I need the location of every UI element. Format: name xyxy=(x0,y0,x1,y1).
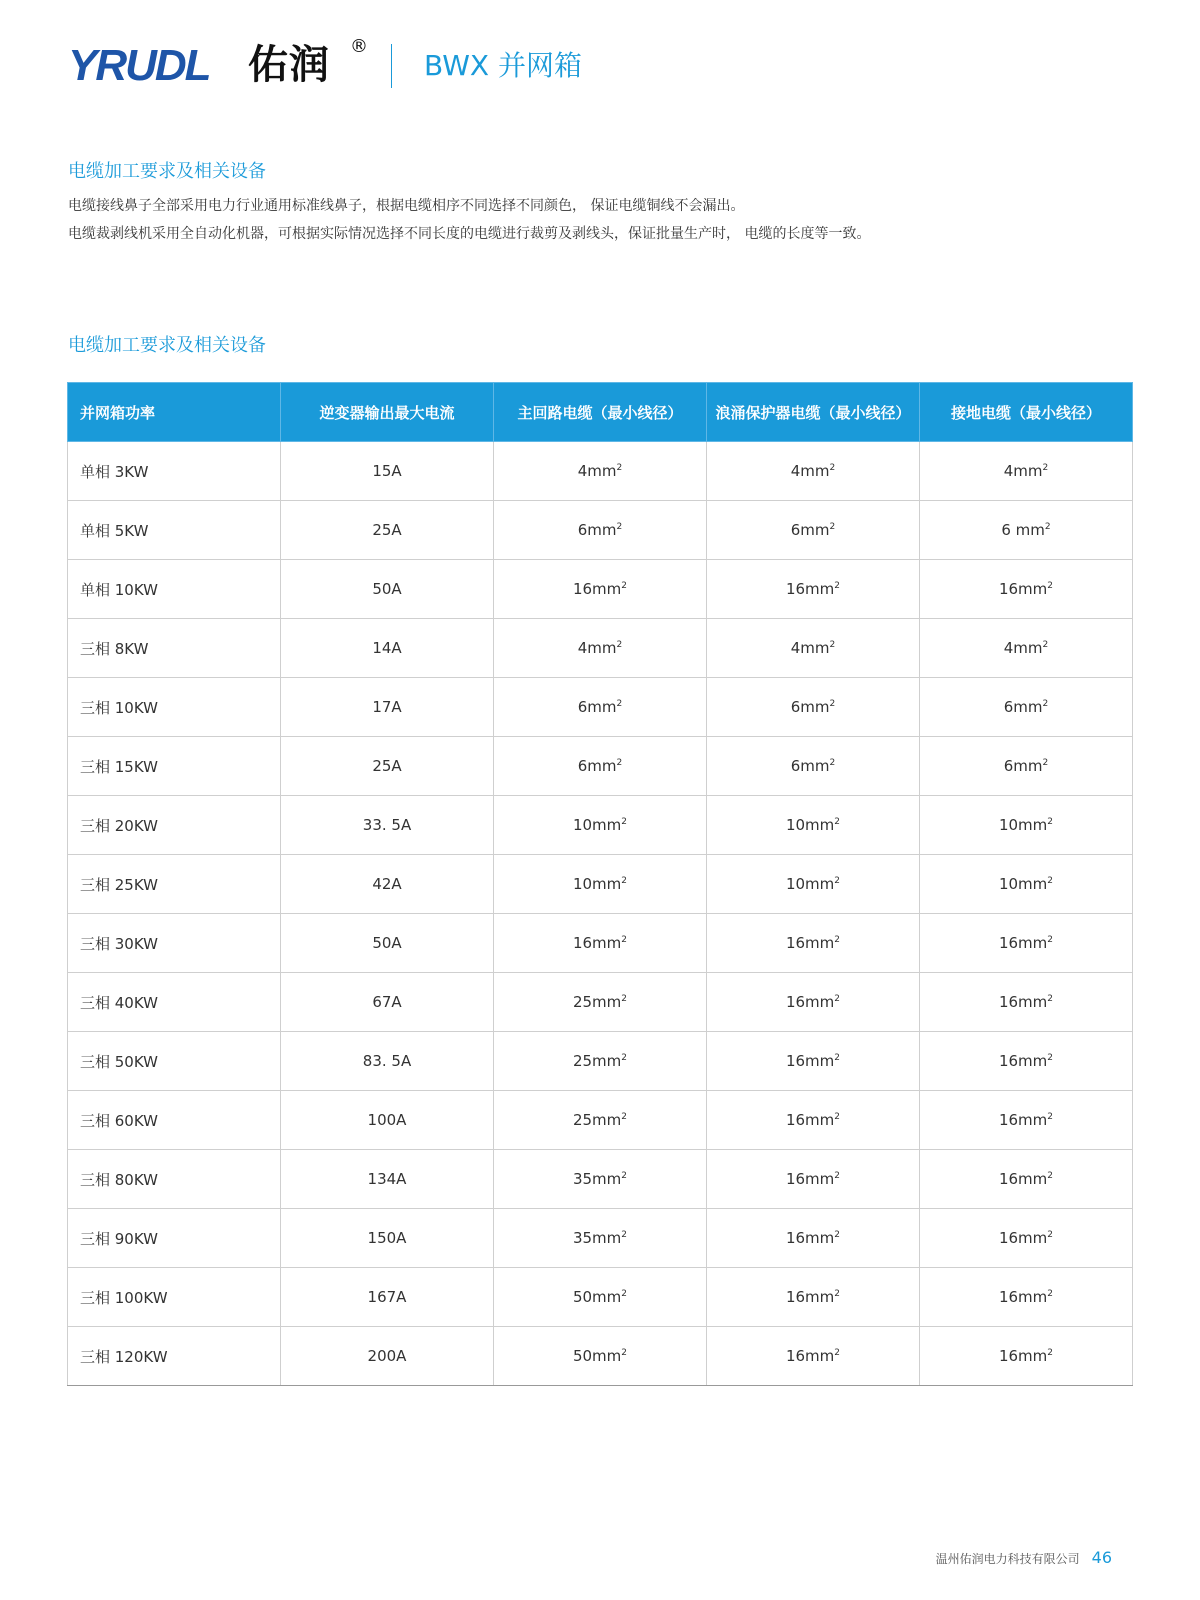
cell-power xyxy=(68,855,281,914)
cell-ground-cable xyxy=(920,442,1133,501)
cell-value: 16mm xyxy=(785,580,835,598)
cell-power xyxy=(68,1268,281,1327)
cell-value: 6mm xyxy=(1003,698,1043,716)
cell-power xyxy=(68,914,281,973)
cell-max-current xyxy=(281,1209,494,1268)
cell-power xyxy=(68,678,281,737)
cell-value: 25A xyxy=(372,757,402,775)
unit-superscript: 2 xyxy=(616,522,623,532)
cell-surge-cable xyxy=(707,796,920,855)
cell-value: 16mm xyxy=(998,993,1048,1011)
cell-value: 50A xyxy=(372,580,402,598)
cell-value: 4mm xyxy=(1003,639,1043,657)
unit-superscript: 2 xyxy=(616,640,623,650)
cell-surge-cable xyxy=(707,914,920,973)
cell-max-current xyxy=(281,619,494,678)
cell-power xyxy=(68,973,281,1032)
unit-superscript: 2 xyxy=(1047,1053,1054,1063)
unit-superscript: 2 xyxy=(1047,1112,1054,1122)
cell-value: 16mm xyxy=(998,1111,1048,1129)
cell-ground-cable xyxy=(920,1268,1133,1327)
cell-surge-cable xyxy=(707,678,920,737)
cell-value: 16mm xyxy=(572,934,622,952)
unit-superscript: 2 xyxy=(829,699,836,709)
cell-surge-cable xyxy=(707,619,920,678)
page-header xyxy=(68,38,628,94)
cell-ground-cable xyxy=(920,1209,1133,1268)
cell-main-cable xyxy=(494,560,707,619)
cell-value: 25mm xyxy=(572,993,622,1011)
cell-value: 4mm xyxy=(1003,462,1043,480)
cell-max-current xyxy=(281,678,494,737)
cell-main-cable xyxy=(494,1032,707,1091)
table-row xyxy=(68,501,1133,560)
table-row xyxy=(68,973,1133,1032)
cell-ground-cable xyxy=(920,1091,1133,1150)
cell-value: 单相 5KW xyxy=(80,521,149,540)
cell-value: 6mm xyxy=(790,757,830,775)
unit-superscript: 2 xyxy=(1047,1348,1054,1358)
cell-ground-cable xyxy=(920,678,1133,737)
cell-surge-cable xyxy=(707,973,920,1032)
table-row xyxy=(68,442,1133,501)
unit-superscript: 2 xyxy=(621,1230,628,1240)
section-title-table: 电缆加工要求及相关设备 xyxy=(68,335,266,356)
cell-main-cable xyxy=(494,501,707,560)
cell-value: 6mm xyxy=(577,757,617,775)
cell-surge-cable xyxy=(707,1091,920,1150)
cell-value: 三相 120KW xyxy=(80,1347,168,1366)
table-row xyxy=(68,678,1133,737)
cell-value: 10mm xyxy=(998,875,1048,893)
cell-surge-cable xyxy=(707,1268,920,1327)
cell-power xyxy=(68,796,281,855)
unit-superscript: 2 xyxy=(616,699,623,709)
cell-value: 6mm xyxy=(790,521,830,539)
cell-value: 67A xyxy=(372,993,402,1011)
cell-value: 25A xyxy=(372,521,402,539)
header-ground-cable: 接地电缆（最小线径） xyxy=(920,383,1133,442)
cell-value: 16mm xyxy=(785,1111,835,1129)
cell-max-current xyxy=(281,914,494,973)
cell-value: 25mm xyxy=(572,1111,622,1129)
unit-superscript: 2 xyxy=(834,817,841,827)
cell-value: 三相 100KW xyxy=(80,1288,168,1307)
unit-superscript: 2 xyxy=(621,1112,628,1122)
table-row xyxy=(68,1268,1133,1327)
unit-superscript: 2 xyxy=(1044,522,1051,532)
cable-spec-table xyxy=(67,382,1133,1386)
cell-value: 16mm xyxy=(572,580,622,598)
unit-superscript: 2 xyxy=(829,522,836,532)
cell-surge-cable xyxy=(707,737,920,796)
cell-ground-cable xyxy=(920,914,1133,973)
cell-value: 50A xyxy=(372,934,402,952)
cell-ground-cable xyxy=(920,796,1133,855)
cell-value: 16mm xyxy=(998,934,1048,952)
cell-main-cable xyxy=(494,678,707,737)
cell-value: 16mm xyxy=(998,1229,1048,1247)
cell-surge-cable xyxy=(707,560,920,619)
unit-superscript: 2 xyxy=(1047,1171,1054,1181)
unit-superscript: 2 xyxy=(834,1053,841,1063)
cell-main-cable xyxy=(494,914,707,973)
cell-surge-cable xyxy=(707,501,920,560)
cell-value: 6mm xyxy=(1003,757,1043,775)
cell-value: 三相 30KW xyxy=(80,934,158,953)
table-row xyxy=(68,914,1133,973)
cell-value: 4mm xyxy=(790,462,830,480)
cell-value: 16mm xyxy=(785,1229,835,1247)
unit-superscript: 2 xyxy=(829,640,836,650)
unit-superscript: 2 xyxy=(834,1171,841,1181)
unit-superscript: 2 xyxy=(621,1289,628,1299)
unit-superscript: 2 xyxy=(621,1348,628,1358)
cell-main-cable xyxy=(494,1327,707,1386)
cell-value: 16mm xyxy=(785,1052,835,1070)
unit-superscript: 2 xyxy=(621,935,628,945)
cell-main-cable xyxy=(494,1091,707,1150)
cell-value: 单相 10KW xyxy=(80,580,158,599)
cell-surge-cable xyxy=(707,1327,920,1386)
cell-value: 15A xyxy=(372,462,402,480)
cell-main-cable xyxy=(494,1150,707,1209)
unit-superscript: 2 xyxy=(1042,463,1049,473)
cell-main-cable xyxy=(494,737,707,796)
cell-value: 三相 8KW xyxy=(80,639,149,658)
cell-value: 10mm xyxy=(572,816,622,834)
cell-value: 三相 40KW xyxy=(80,993,158,1012)
cell-ground-cable xyxy=(920,973,1133,1032)
unit-superscript: 2 xyxy=(834,994,841,1004)
table-row xyxy=(68,1150,1133,1209)
table-header-row xyxy=(68,383,1133,442)
cell-value: 6 mm xyxy=(1001,521,1045,539)
unit-superscript: 2 xyxy=(621,581,628,591)
cell-ground-cable xyxy=(920,855,1133,914)
header-surge-cable: 浪涌保护器电缆（最小线径） xyxy=(707,383,920,442)
cell-value: 三相 50KW xyxy=(80,1052,158,1071)
unit-superscript: 2 xyxy=(834,876,841,886)
unit-superscript: 2 xyxy=(616,463,623,473)
unit-superscript: 2 xyxy=(1047,876,1054,886)
unit-superscript: 2 xyxy=(621,994,628,1004)
cell-max-current xyxy=(281,973,494,1032)
header-divider xyxy=(391,44,392,88)
header-max-current: 逆变器输出最大电流 xyxy=(281,383,494,442)
cell-value: 6mm xyxy=(577,698,617,716)
cell-value: 10mm xyxy=(998,816,1048,834)
cell-value: 16mm xyxy=(998,1347,1048,1365)
unit-superscript: 2 xyxy=(1047,1230,1054,1240)
cell-main-cable xyxy=(494,1268,707,1327)
table-row xyxy=(68,1091,1133,1150)
cell-ground-cable xyxy=(920,1327,1133,1386)
unit-superscript: 2 xyxy=(1047,935,1054,945)
cell-value: 35mm xyxy=(572,1229,622,1247)
cell-value: 16mm xyxy=(998,1052,1048,1070)
cell-max-current xyxy=(281,1268,494,1327)
cell-value: 14A xyxy=(372,639,402,657)
cell-ground-cable xyxy=(920,501,1133,560)
cell-max-current xyxy=(281,501,494,560)
cell-power xyxy=(68,501,281,560)
cell-value: 三相 90KW xyxy=(80,1229,158,1248)
cell-max-current xyxy=(281,1091,494,1150)
registered-mark: ® xyxy=(350,36,368,57)
cell-value: 6mm xyxy=(577,521,617,539)
cell-value: 4mm xyxy=(577,639,617,657)
unit-superscript: 2 xyxy=(1042,758,1049,768)
cell-value: 33. 5A xyxy=(362,816,412,834)
cell-power xyxy=(68,1032,281,1091)
cell-value: 16mm xyxy=(785,1347,835,1365)
cell-value: 200A xyxy=(367,1347,407,1365)
cell-value: 4mm xyxy=(790,639,830,657)
cell-max-current xyxy=(281,737,494,796)
unit-superscript: 2 xyxy=(1047,581,1054,591)
cell-value: 167A xyxy=(367,1288,407,1306)
cell-max-current xyxy=(281,855,494,914)
cell-value: 16mm xyxy=(785,1288,835,1306)
cell-main-cable xyxy=(494,619,707,678)
unit-superscript: 2 xyxy=(1047,994,1054,1004)
cell-value: 三相 25KW xyxy=(80,875,158,894)
cell-main-cable xyxy=(494,796,707,855)
cell-value: 4mm xyxy=(577,462,617,480)
cell-surge-cable xyxy=(707,1032,920,1091)
page-number: 46 xyxy=(1091,1548,1112,1567)
cell-ground-cable xyxy=(920,1150,1133,1209)
cell-ground-cable xyxy=(920,737,1133,796)
unit-superscript: 2 xyxy=(834,1348,841,1358)
cell-value: 42A xyxy=(372,875,402,893)
cell-max-current xyxy=(281,1150,494,1209)
cell-value: 16mm xyxy=(998,580,1048,598)
cell-value: 83. 5A xyxy=(362,1052,412,1070)
section-title-intro: 电缆加工要求及相关设备 xyxy=(68,161,266,182)
unit-superscript: 2 xyxy=(621,1171,628,1181)
cell-max-current xyxy=(281,442,494,501)
unit-superscript: 2 xyxy=(834,1289,841,1299)
cell-main-cable xyxy=(494,442,707,501)
cell-power xyxy=(68,560,281,619)
cell-value: 10mm xyxy=(572,875,622,893)
cell-value: 单相 3KW xyxy=(80,462,149,481)
cell-value: 16mm xyxy=(998,1288,1048,1306)
unit-superscript: 2 xyxy=(1047,817,1054,827)
unit-superscript: 2 xyxy=(621,1053,628,1063)
unit-superscript: 2 xyxy=(1042,640,1049,650)
intro-paragraph-1: 电缆接线鼻子全部采用电力行业通用标准线鼻子，根据电缆相序不同选择不同颜色， 保证电缆铜线不会漏出。 xyxy=(68,198,745,214)
cell-value: 三相 60KW xyxy=(80,1111,158,1130)
unit-superscript: 2 xyxy=(1047,1289,1054,1299)
cell-value: 16mm xyxy=(998,1170,1048,1188)
cell-value: 三相 15KW xyxy=(80,757,158,776)
cell-value: 17A xyxy=(372,698,402,716)
cell-main-cable xyxy=(494,1209,707,1268)
header-main-cable: 主回路电缆（最小线径） xyxy=(494,383,707,442)
cell-power xyxy=(68,1091,281,1150)
unit-superscript: 2 xyxy=(834,1230,841,1240)
cell-value: 25mm xyxy=(572,1052,622,1070)
cell-value: 35mm xyxy=(572,1170,622,1188)
page-footer xyxy=(936,1548,1112,1567)
cell-value: 50mm xyxy=(572,1347,622,1365)
cell-surge-cable xyxy=(707,855,920,914)
cell-power xyxy=(68,1327,281,1386)
table-row xyxy=(68,796,1133,855)
cell-main-cable xyxy=(494,973,707,1032)
cell-surge-cable xyxy=(707,442,920,501)
unit-superscript: 2 xyxy=(829,758,836,768)
unit-superscript: 2 xyxy=(621,876,628,886)
cell-power xyxy=(68,442,281,501)
header-power: 并网箱功率 xyxy=(68,383,281,442)
unit-superscript: 2 xyxy=(834,935,841,945)
unit-superscript: 2 xyxy=(829,463,836,473)
table-row xyxy=(68,1209,1133,1268)
cell-max-current xyxy=(281,1032,494,1091)
cell-ground-cable xyxy=(920,1032,1133,1091)
intro-paragraph-2: 电缆裁剥线机采用全自动化机器，可根据实际情况选择不同长度的电缆进行裁剪及剥线头，保证批量生产时， 电缆的长度等一致。 xyxy=(68,226,871,242)
cell-value: 16mm xyxy=(785,993,835,1011)
cell-value: 150A xyxy=(367,1229,407,1247)
brand-logo-chinese: 佑润 xyxy=(248,42,330,88)
table-row xyxy=(68,737,1133,796)
table-row xyxy=(68,560,1133,619)
header-title: BWX 并网箱 xyxy=(424,49,582,82)
cell-ground-cable xyxy=(920,560,1133,619)
cell-max-current xyxy=(281,796,494,855)
cell-value: 三相 80KW xyxy=(80,1170,158,1189)
cell-value: 50mm xyxy=(572,1288,622,1306)
cell-value: 10mm xyxy=(785,875,835,893)
unit-superscript: 2 xyxy=(1042,699,1049,709)
cell-power xyxy=(68,737,281,796)
cell-value: 三相 10KW xyxy=(80,698,158,717)
brand-logo-latin: YRUDL xyxy=(68,41,210,90)
table-row xyxy=(68,855,1133,914)
cell-power xyxy=(68,619,281,678)
cell-value: 134A xyxy=(367,1170,407,1188)
table-row xyxy=(68,1327,1133,1386)
table-row xyxy=(68,619,1133,678)
cell-value: 16mm xyxy=(785,1170,835,1188)
unit-superscript: 2 xyxy=(834,1112,841,1122)
cell-surge-cable xyxy=(707,1209,920,1268)
cell-value: 10mm xyxy=(785,816,835,834)
unit-superscript: 2 xyxy=(621,817,628,827)
cell-max-current xyxy=(281,560,494,619)
footer-company: 温州佑润电力科技有限公司 xyxy=(935,1552,1080,1566)
cell-value: 100A xyxy=(367,1111,407,1129)
unit-superscript: 2 xyxy=(834,581,841,591)
cell-max-current xyxy=(281,1327,494,1386)
cell-value: 三相 20KW xyxy=(80,816,158,835)
cell-power xyxy=(68,1209,281,1268)
unit-superscript: 2 xyxy=(616,758,623,768)
cell-value: 16mm xyxy=(785,934,835,952)
cell-value: 6mm xyxy=(790,698,830,716)
cell-power xyxy=(68,1150,281,1209)
cell-main-cable xyxy=(494,855,707,914)
cell-surge-cable xyxy=(707,1150,920,1209)
cell-ground-cable xyxy=(920,619,1133,678)
table-row xyxy=(68,1032,1133,1091)
